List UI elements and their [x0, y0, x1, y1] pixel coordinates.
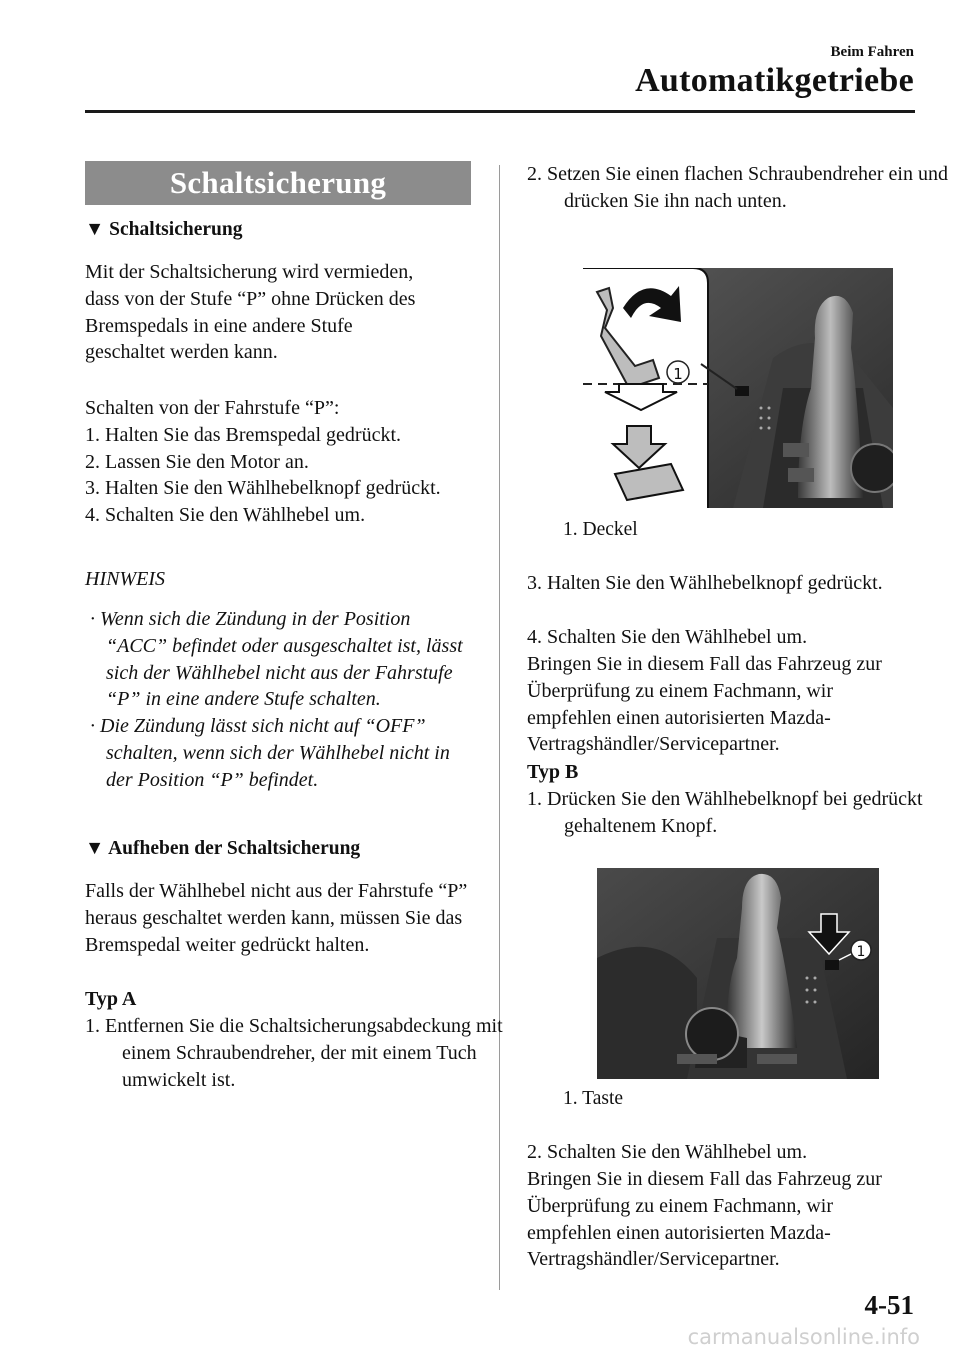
procedure-step: 2. Lassen Sie den Motor an.	[85, 450, 309, 473]
chapter-title: Automatikgetriebe	[635, 62, 914, 99]
note-text: Die Zündung lässt sich nicht auf “OFF” schalten, wenn sich der Wählhebel nicht in der Position “P” befindet.	[100, 715, 450, 791]
watermark: carmanualsonline.info	[687, 1325, 920, 1349]
subheading-shift-lock: ▼ Schaltsicherung	[85, 219, 243, 240]
release-intro: Falls der Wählhebel nicht aus der Fahrstufe “P” heraus geschaltet werden kann, müssen Sie das Bremspedal weiter gedrückt halten.	[85, 880, 468, 956]
procedure-step: 3. Halten Sie den Wählhebelknopf gedrückt.	[85, 477, 441, 500]
note-list	[85, 606, 475, 794]
typ-a-label: Typ A	[85, 988, 137, 1010]
subheading-release: ▼ Aufheben der Schaltsicherung	[85, 838, 361, 859]
intro-line: Mit der Schaltsicherung wird vermieden,	[85, 261, 414, 283]
procedure-step: 4. Schalten Sie den Wählhebel um.	[85, 504, 366, 527]
figure-2-callout: 1	[856, 944, 866, 960]
figure-shift-lock-cover	[583, 268, 893, 508]
page-title: Schaltsicherung	[85, 161, 471, 205]
typ-a-step-4: 4. Schalten Sie den Wählhebel um.	[527, 626, 808, 648]
note-item: · Die Zündung lässt sich nicht auf “OFF” schalten, wenn sich der Wählhebel nicht in der Position “P” befindet.	[90, 715, 450, 791]
figure-1-callout: 1	[673, 365, 683, 383]
figure-1-caption: 1. Deckel	[563, 519, 638, 540]
typ-a-step-3: 3. Halten Sie den Wählhebelknopf gedrückt.	[527, 572, 883, 594]
figure-button-location	[597, 868, 879, 1079]
section-header: Beim Fahren	[830, 44, 914, 60]
typ-b-step-1: 1. Drücken Sie den Wählhebelknopf bei gedrückt gehaltenem Knopf.	[527, 788, 923, 837]
typ-a-step-1: 1. Entfernen Sie die Schaltsicherungsabdeckung mit einem Schraubendreher, der mit einem Tuch umwickelt ist.	[85, 1015, 503, 1091]
procedure-title: Schalten von der Fahrstufe “P”:	[85, 397, 340, 419]
intro-line: dass von der Stufe “P” ohne Drücken des	[85, 287, 416, 310]
column-divider	[499, 165, 500, 1290]
intro-paragraph	[85, 259, 485, 366]
figure-2-illustration	[597, 868, 879, 1079]
note-text: Wenn sich die Zündung in der Position “ACC” befindet oder ausgeschaltet ist, lässt sich der Wählhebel nicht aus der Fahrstufe “P” in eine andere Stufe schalten.	[100, 608, 463, 711]
intro-line: geschaltet werden kann.	[85, 341, 278, 364]
procedure-step: 1. Halten Sie das Bremspedal gedrückt.	[85, 423, 402, 446]
note-item: · Wenn sich die Zündung in der Position “ACC” befindet oder ausgeschaltet ist, lässt sich der Wählhebel nicht aus der Fahrstufe “P” in eine andere Stufe schalten.	[90, 608, 463, 711]
typ-b-step-2: 2. Schalten Sie den Wählhebel um.	[527, 1141, 808, 1163]
figure-2-caption: 1. Taste	[563, 1088, 624, 1109]
page-number: 4-51	[864, 1290, 914, 1320]
advice-typ-a: Bringen Sie in diesem Fall das Fahrzeug zur Überprüfung zu einem Fachmann, wir empfehlen einen autorisierten Mazda-Vertragshändler/Servicepartner.	[527, 653, 882, 756]
typ-b-label: Typ B	[527, 761, 579, 783]
figure-1-illustration	[583, 268, 893, 508]
typ-a-step-2: 2. Setzen Sie einen flachen Schraubendreher ein und drücken Sie ihn nach unten.	[527, 163, 948, 212]
procedure-block	[85, 395, 485, 529]
advice-typ-b: Bringen Sie in diesem Fall das Fahrzeug zur Überprüfung zu einem Fachmann, wir empfehlen einen autorisierten Mazda-Vertragshändler/Servicepartner.	[527, 1168, 882, 1271]
intro-line: Bremspedals in eine andere Stufe	[85, 314, 353, 337]
header-rule	[85, 110, 915, 113]
note-label: HINWEIS	[85, 568, 165, 590]
